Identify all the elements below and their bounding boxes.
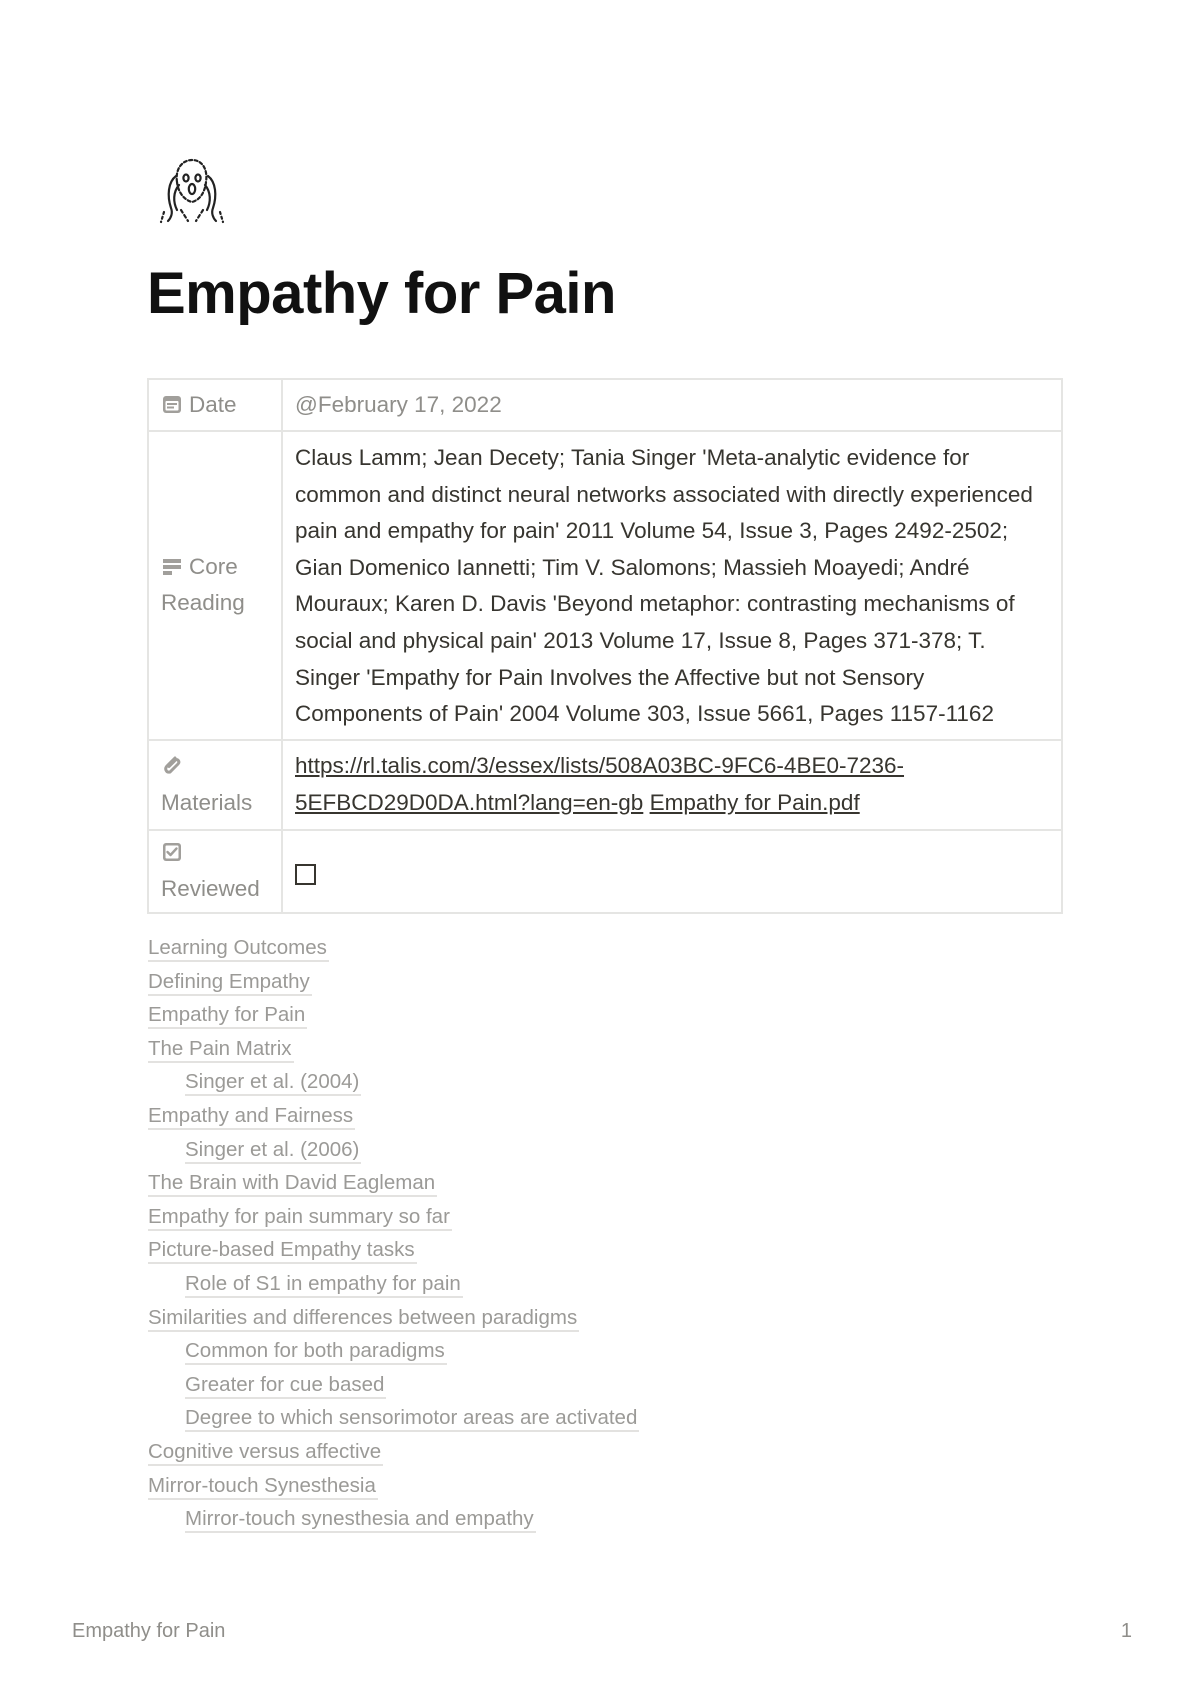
toc-link[interactable]: Empathy and Fairness xyxy=(148,1104,355,1130)
toc-item xyxy=(148,1437,639,1471)
toc-link[interactable]: Role of S1 in empathy for pain xyxy=(185,1272,463,1298)
checkbox-icon xyxy=(161,841,183,863)
property-key-materials xyxy=(148,740,282,830)
toc-link[interactable]: Learning Outcomes xyxy=(148,936,329,962)
toc-link[interactable]: Mirror-touch synesthesia and empathy xyxy=(185,1507,536,1533)
date-value[interactable] xyxy=(282,379,1062,431)
reviewed-value xyxy=(282,830,1062,913)
reading-list-link[interactable]: https://rl.talis.com/3/essex/lists/508A03BC-9FC6-4BE0-7236-5EFBCD29D0DA.html?lang=en-gb xyxy=(295,753,905,815)
table-of-contents xyxy=(148,933,639,1538)
calendar-icon xyxy=(161,393,183,415)
toc-item xyxy=(148,1034,639,1068)
property-key-date xyxy=(148,379,282,431)
property-key-core-reading xyxy=(148,431,282,740)
toc-item xyxy=(148,1269,639,1303)
toc-link[interactable]: Cognitive versus affective xyxy=(148,1440,383,1466)
property-key-reviewed xyxy=(148,830,282,913)
toc-link[interactable]: Empathy for pain summary so far xyxy=(148,1205,452,1231)
toc-link[interactable]: Defining Empathy xyxy=(148,970,312,996)
property-label-date: Date xyxy=(189,391,237,417)
reviewed-checkbox[interactable] xyxy=(295,864,316,885)
toc-item xyxy=(148,1168,639,1202)
toc-item xyxy=(148,1471,639,1505)
property-label-materials: Materials xyxy=(161,789,253,815)
toc-item xyxy=(148,1101,639,1135)
core-reading-value[interactable]: Claus Lamm; Jean Decety; Tania Singer 'Meta-analytic evidence for common and distinct neural networks associated with directly experienced pain and empathy for pain' 2011 Volume 54, Issue 3, Pages 2492-2502; Gian Domenico Iannetti; Tim V. Salomons; Massieh Moayedi; André Mouraux; Karen D. Davis 'Beyond metaphor: contrasting mechanisms of social and physical pain' 2013 Volume 17, Issue 8, Pages 371-378; T. Singer 'Empathy for Pain Involves the Affective but not Sensory Components of Pain' 2004 Volume 303, Issue 5661, Pages 1157-1162 xyxy=(282,431,1062,740)
property-row-core-reading xyxy=(148,431,1062,740)
property-row-date xyxy=(148,379,1062,431)
property-label-reviewed: Reviewed xyxy=(161,876,260,902)
properties-table xyxy=(147,378,1063,914)
toc-link[interactable]: The Brain with David Eagleman xyxy=(148,1171,437,1197)
property-label-core-reading: Core Reading xyxy=(161,553,245,616)
date-mention[interactable]: @February 17, 2022 xyxy=(295,391,502,417)
paperclip-icon xyxy=(161,754,183,776)
toc-link[interactable]: The Pain Matrix xyxy=(148,1037,294,1063)
scream-face-icon xyxy=(155,152,227,224)
toc-item xyxy=(148,1504,639,1538)
property-row-materials xyxy=(148,740,1062,830)
toc-item xyxy=(148,1336,639,1370)
toc-item xyxy=(148,933,639,967)
toc-item xyxy=(148,1370,639,1404)
toc-link[interactable]: Singer et al. (2004) xyxy=(185,1070,361,1096)
toc-item xyxy=(148,1403,639,1437)
toc-item xyxy=(148,1067,639,1101)
toc-link[interactable]: Empathy for Pain xyxy=(148,1003,307,1029)
property-row-reviewed xyxy=(148,830,1062,913)
text-lines-icon xyxy=(161,555,183,577)
toc-link[interactable]: Degree to which sensorimotor areas are activated xyxy=(185,1406,639,1432)
footer-title: Empathy for Pain xyxy=(72,1620,226,1642)
toc-item xyxy=(148,1303,639,1337)
toc-link[interactable]: Singer et al. (2006) xyxy=(185,1138,361,1164)
toc-link[interactable]: Similarities and differences between paradigms xyxy=(148,1306,579,1332)
toc-item xyxy=(148,1202,639,1236)
page-number: 1 xyxy=(1120,1620,1132,1642)
materials-value xyxy=(282,740,1062,830)
toc-link[interactable]: Greater for cue based xyxy=(185,1373,386,1399)
toc-item xyxy=(148,1135,639,1169)
page-title: Empathy for Pain xyxy=(147,261,616,326)
toc-item xyxy=(148,1000,639,1034)
toc-link[interactable]: Common for both paradigms xyxy=(185,1339,447,1365)
pdf-attachment-link[interactable]: Empathy for Pain.pdf xyxy=(649,789,860,815)
toc-item xyxy=(148,967,639,1001)
toc-item xyxy=(148,1235,639,1269)
toc-link[interactable]: Mirror-touch Synesthesia xyxy=(148,1474,378,1500)
toc-link[interactable]: Picture-based Empathy tasks xyxy=(148,1238,417,1264)
